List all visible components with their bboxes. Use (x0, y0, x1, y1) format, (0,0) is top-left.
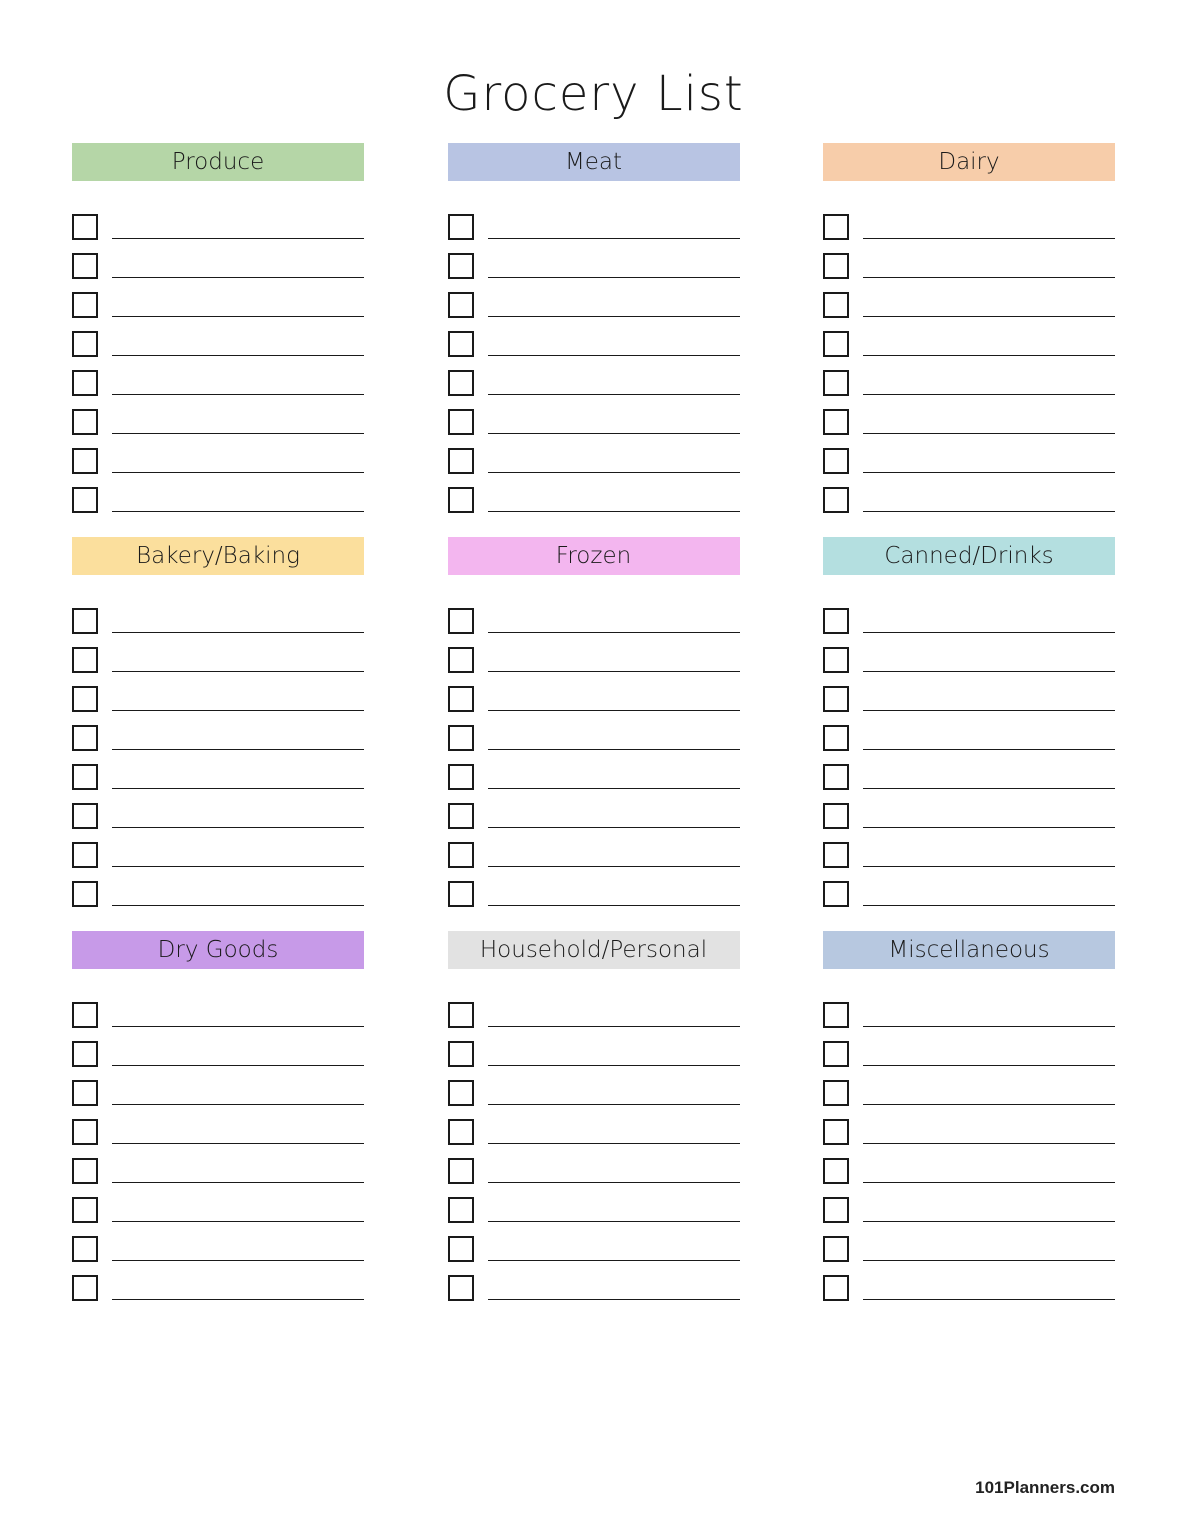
item-write-line[interactable] (488, 1065, 740, 1066)
checklist-row (823, 281, 1115, 320)
checklist-row (448, 753, 740, 792)
checkbox[interactable] (823, 292, 849, 318)
checklist-row (72, 398, 364, 437)
item-write-line[interactable] (488, 632, 740, 633)
checkbox[interactable] (448, 409, 474, 435)
section-columns-row-2 (72, 991, 1115, 1303)
checklist-row (823, 320, 1115, 359)
item-write-line[interactable] (488, 472, 740, 473)
category-header-bakery-baking: Bakery/Baking (72, 537, 364, 575)
item-write-line[interactable] (863, 394, 1115, 395)
category-header-dairy: Dairy (823, 143, 1115, 181)
item-write-line[interactable] (112, 1065, 364, 1066)
checkbox[interactable] (72, 409, 98, 435)
item-write-line[interactable] (863, 1299, 1115, 1300)
checklist-row (72, 636, 364, 675)
section-block-2 (0, 931, 1187, 1303)
section-block-1 (0, 537, 1187, 909)
checklist-row (448, 1030, 740, 1069)
item-write-line[interactable] (488, 1026, 740, 1027)
checklist-row (448, 870, 740, 909)
item-write-line[interactable] (488, 394, 740, 395)
item-write-line[interactable] (488, 1143, 740, 1144)
checkbox[interactable] (72, 1080, 98, 1106)
item-write-line[interactable] (863, 788, 1115, 789)
checklist-column-dry-goods (72, 991, 364, 1303)
checklist-row (823, 1186, 1115, 1225)
checkbox[interactable] (72, 331, 98, 357)
checklist-row (448, 203, 740, 242)
item-write-line[interactable] (488, 277, 740, 278)
item-write-line[interactable] (112, 671, 364, 672)
item-write-line[interactable] (863, 827, 1115, 828)
item-write-line[interactable] (488, 905, 740, 906)
item-write-line[interactable] (488, 433, 740, 434)
item-write-line[interactable] (863, 511, 1115, 512)
checklist-column-household-personal (448, 991, 740, 1303)
checkbox[interactable] (823, 1275, 849, 1301)
checkbox[interactable] (72, 608, 98, 634)
item-write-line[interactable] (488, 1299, 740, 1300)
checklist-row (448, 991, 740, 1030)
checkbox[interactable] (448, 686, 474, 712)
item-write-line[interactable] (488, 1260, 740, 1261)
checklist-row (823, 1264, 1115, 1303)
checkbox[interactable] (448, 253, 474, 279)
checklist-row (72, 281, 364, 320)
checklist-row (823, 398, 1115, 437)
item-write-line[interactable] (112, 1026, 364, 1027)
checklist-row (823, 359, 1115, 398)
section-headers-row-1 (72, 537, 1115, 575)
checkbox[interactable] (72, 803, 98, 829)
item-write-line[interactable] (112, 1182, 364, 1183)
checklist-row (823, 792, 1115, 831)
checklist-row (72, 1225, 364, 1264)
item-write-line[interactable] (863, 632, 1115, 633)
checklist-row (823, 870, 1115, 909)
checklist-row (448, 476, 740, 515)
checklist-row (448, 792, 740, 831)
checkbox[interactable] (823, 448, 849, 474)
checklist-row (823, 437, 1115, 476)
checklist-column-dairy (823, 203, 1115, 515)
checklist-row (72, 991, 364, 1030)
item-write-line[interactable] (112, 749, 364, 750)
item-write-line[interactable] (863, 1182, 1115, 1183)
checklist-column-produce (72, 203, 364, 515)
category-header-frozen: Frozen (448, 537, 740, 575)
checkbox[interactable] (448, 370, 474, 396)
checkbox[interactable] (823, 881, 849, 907)
checkbox[interactable] (72, 253, 98, 279)
category-header-dry-goods: Dry Goods (72, 931, 364, 969)
checkbox[interactable] (72, 487, 98, 513)
checkbox[interactable] (823, 370, 849, 396)
item-write-line[interactable] (488, 238, 740, 239)
checklist-column-miscellaneous (823, 991, 1115, 1303)
checkbox[interactable] (823, 764, 849, 790)
checkbox[interactable] (72, 1197, 98, 1223)
checklist-row (72, 203, 364, 242)
checkbox[interactable] (448, 448, 474, 474)
checklist-row (823, 991, 1115, 1030)
section-headers-row-0 (72, 143, 1115, 181)
item-write-line[interactable] (863, 866, 1115, 867)
checkbox[interactable] (823, 331, 849, 357)
item-write-line[interactable] (863, 1026, 1115, 1027)
checklist-row (448, 281, 740, 320)
item-write-line[interactable] (112, 632, 364, 633)
checkbox[interactable] (72, 1041, 98, 1067)
checklist-row (448, 320, 740, 359)
checkbox[interactable] (72, 764, 98, 790)
category-header-miscellaneous: Miscellaneous (823, 931, 1115, 969)
checkbox[interactable] (823, 608, 849, 634)
checkbox[interactable] (448, 725, 474, 751)
item-write-line[interactable] (112, 1221, 364, 1222)
checklist-row (448, 831, 740, 870)
item-write-line[interactable] (863, 1260, 1115, 1261)
checklist-row (448, 597, 740, 636)
checkbox[interactable] (448, 1236, 474, 1262)
checklist-row (448, 437, 740, 476)
checkbox[interactable] (823, 1119, 849, 1145)
item-write-line[interactable] (112, 472, 364, 473)
checkbox[interactable] (823, 1158, 849, 1184)
checklist-row (823, 1147, 1115, 1186)
checkbox[interactable] (823, 686, 849, 712)
section-columns-row-0 (72, 203, 1115, 515)
checklist-row (72, 753, 364, 792)
checkbox[interactable] (823, 725, 849, 751)
item-write-line[interactable] (863, 433, 1115, 434)
item-write-line[interactable] (112, 394, 364, 395)
item-write-line[interactable] (112, 355, 364, 356)
item-write-line[interactable] (112, 277, 364, 278)
checklist-row (72, 242, 364, 281)
item-write-line[interactable] (863, 710, 1115, 711)
item-write-line[interactable] (112, 1143, 364, 1144)
section-columns-row-1 (72, 597, 1115, 909)
checklist-row (448, 242, 740, 281)
item-write-line[interactable] (488, 866, 740, 867)
checklist-row (823, 831, 1115, 870)
item-write-line[interactable] (863, 472, 1115, 473)
checkbox[interactable] (448, 647, 474, 673)
checklist-row (72, 476, 364, 515)
section-headers-row-2 (72, 931, 1115, 969)
checklist-row (448, 1147, 740, 1186)
checklist-column-frozen (448, 597, 740, 909)
checkbox[interactable] (448, 1041, 474, 1067)
item-write-line[interactable] (112, 827, 364, 828)
checklist-row (823, 1108, 1115, 1147)
checkbox[interactable] (72, 1275, 98, 1301)
item-write-line[interactable] (863, 1104, 1115, 1105)
checklist-row (448, 1186, 740, 1225)
checklist-column-meat (448, 203, 740, 515)
item-write-line[interactable] (863, 749, 1115, 750)
item-write-line[interactable] (863, 238, 1115, 239)
item-write-line[interactable] (112, 1260, 364, 1261)
checklist-row (72, 870, 364, 909)
item-write-line[interactable] (112, 1299, 364, 1300)
item-write-line[interactable] (488, 671, 740, 672)
checklist-row (448, 1225, 740, 1264)
checklist-row (72, 437, 364, 476)
checkbox[interactable] (72, 1236, 98, 1262)
category-header-meat: Meat (448, 143, 740, 181)
item-write-line[interactable] (863, 316, 1115, 317)
checkbox[interactable] (72, 725, 98, 751)
item-write-line[interactable] (488, 511, 740, 512)
checklist-row (823, 203, 1115, 242)
item-write-line[interactable] (112, 238, 364, 239)
checkbox[interactable] (72, 448, 98, 474)
checklist-row (448, 636, 740, 675)
checkbox[interactable] (448, 1197, 474, 1223)
checkbox[interactable] (448, 214, 474, 240)
checklist-row (448, 1069, 740, 1108)
checkbox[interactable] (448, 1158, 474, 1184)
checkbox[interactable] (823, 253, 849, 279)
checklist-column-canned-drinks (823, 597, 1115, 909)
checkbox[interactable] (823, 487, 849, 513)
checkbox[interactable] (823, 1041, 849, 1067)
checkbox[interactable] (72, 881, 98, 907)
item-write-line[interactable] (488, 1221, 740, 1222)
checklist-row (823, 476, 1115, 515)
checkbox[interactable] (448, 842, 474, 868)
checklist-row (448, 1108, 740, 1147)
checkbox[interactable] (823, 647, 849, 673)
item-write-line[interactable] (488, 788, 740, 789)
checkbox[interactable] (448, 331, 474, 357)
category-header-household-personal: Household/Personal (448, 931, 740, 969)
checkbox[interactable] (72, 1002, 98, 1028)
checklist-row (823, 675, 1115, 714)
checklist-row (72, 359, 364, 398)
checklist-row (72, 1147, 364, 1186)
checkbox[interactable] (72, 686, 98, 712)
item-write-line[interactable] (488, 749, 740, 750)
item-write-line[interactable] (863, 1143, 1115, 1144)
checkbox[interactable] (823, 1002, 849, 1028)
checklist-row (823, 753, 1115, 792)
section-block-0 (0, 143, 1187, 515)
checklist-row (72, 1030, 364, 1069)
item-write-line[interactable] (863, 671, 1115, 672)
checkbox[interactable] (823, 803, 849, 829)
category-header-canned-drinks: Canned/Drinks (823, 537, 1115, 575)
checkbox[interactable] (823, 1236, 849, 1262)
checkbox[interactable] (72, 214, 98, 240)
category-header-produce: Produce (72, 143, 364, 181)
item-write-line[interactable] (112, 433, 364, 434)
checkbox[interactable] (448, 881, 474, 907)
checklist-column-bakery-baking (72, 597, 364, 909)
checkbox[interactable] (448, 1080, 474, 1106)
checkbox[interactable] (72, 292, 98, 318)
checklist-row (448, 1264, 740, 1303)
checkbox[interactable] (448, 292, 474, 318)
checkbox[interactable] (72, 1119, 98, 1145)
checkbox[interactable] (823, 214, 849, 240)
checklist-row (72, 597, 364, 636)
checkbox[interactable] (823, 1080, 849, 1106)
item-write-line[interactable] (112, 316, 364, 317)
checklist-row (72, 1108, 364, 1147)
checklist-row (823, 597, 1115, 636)
checklist-row (823, 1069, 1115, 1108)
checkbox[interactable] (72, 1158, 98, 1184)
checkbox[interactable] (72, 370, 98, 396)
checkbox[interactable] (448, 1119, 474, 1145)
item-write-line[interactable] (863, 1221, 1115, 1222)
page-title: Grocery List (443, 66, 744, 122)
checklist-row (823, 242, 1115, 281)
checklist-row (72, 1186, 364, 1225)
checklist-row (448, 398, 740, 437)
checkbox[interactable] (448, 1275, 474, 1301)
checkbox[interactable] (448, 608, 474, 634)
checkbox[interactable] (448, 764, 474, 790)
item-write-line[interactable] (112, 1104, 364, 1105)
item-write-line[interactable] (112, 788, 364, 789)
checklist-row (72, 714, 364, 753)
checkbox[interactable] (823, 1197, 849, 1223)
checklist-row (823, 1225, 1115, 1264)
item-write-line[interactable] (863, 277, 1115, 278)
checkbox[interactable] (448, 487, 474, 513)
item-write-line[interactable] (112, 710, 364, 711)
checkbox[interactable] (823, 842, 849, 868)
checklist-row (448, 359, 740, 398)
checklist-row (72, 831, 364, 870)
checklist-row (72, 675, 364, 714)
item-write-line[interactable] (488, 1104, 740, 1105)
checkbox[interactable] (72, 647, 98, 673)
checklist-row (823, 714, 1115, 753)
checklist-row (72, 320, 364, 359)
item-write-line[interactable] (863, 905, 1115, 906)
item-write-line[interactable] (863, 355, 1115, 356)
item-write-line[interactable] (112, 866, 364, 867)
checklist-row (448, 675, 740, 714)
checkbox[interactable] (72, 842, 98, 868)
item-write-line[interactable] (112, 905, 364, 906)
item-write-line[interactable] (488, 827, 740, 828)
checkbox[interactable] (823, 409, 849, 435)
checklist-row (823, 1030, 1115, 1069)
item-write-line[interactable] (488, 1182, 740, 1183)
checkbox[interactable] (448, 1002, 474, 1028)
site-credit: 101Planners.com (975, 1478, 1115, 1497)
checklist-row (72, 1069, 364, 1108)
checklist-row (72, 1264, 364, 1303)
item-write-line[interactable] (863, 1065, 1115, 1066)
item-write-line[interactable] (488, 355, 740, 356)
checklist-row (823, 636, 1115, 675)
checklist-row (72, 792, 364, 831)
item-write-line[interactable] (488, 710, 740, 711)
item-write-line[interactable] (112, 511, 364, 512)
checklist-row (448, 714, 740, 753)
item-write-line[interactable] (488, 316, 740, 317)
checkbox[interactable] (448, 803, 474, 829)
